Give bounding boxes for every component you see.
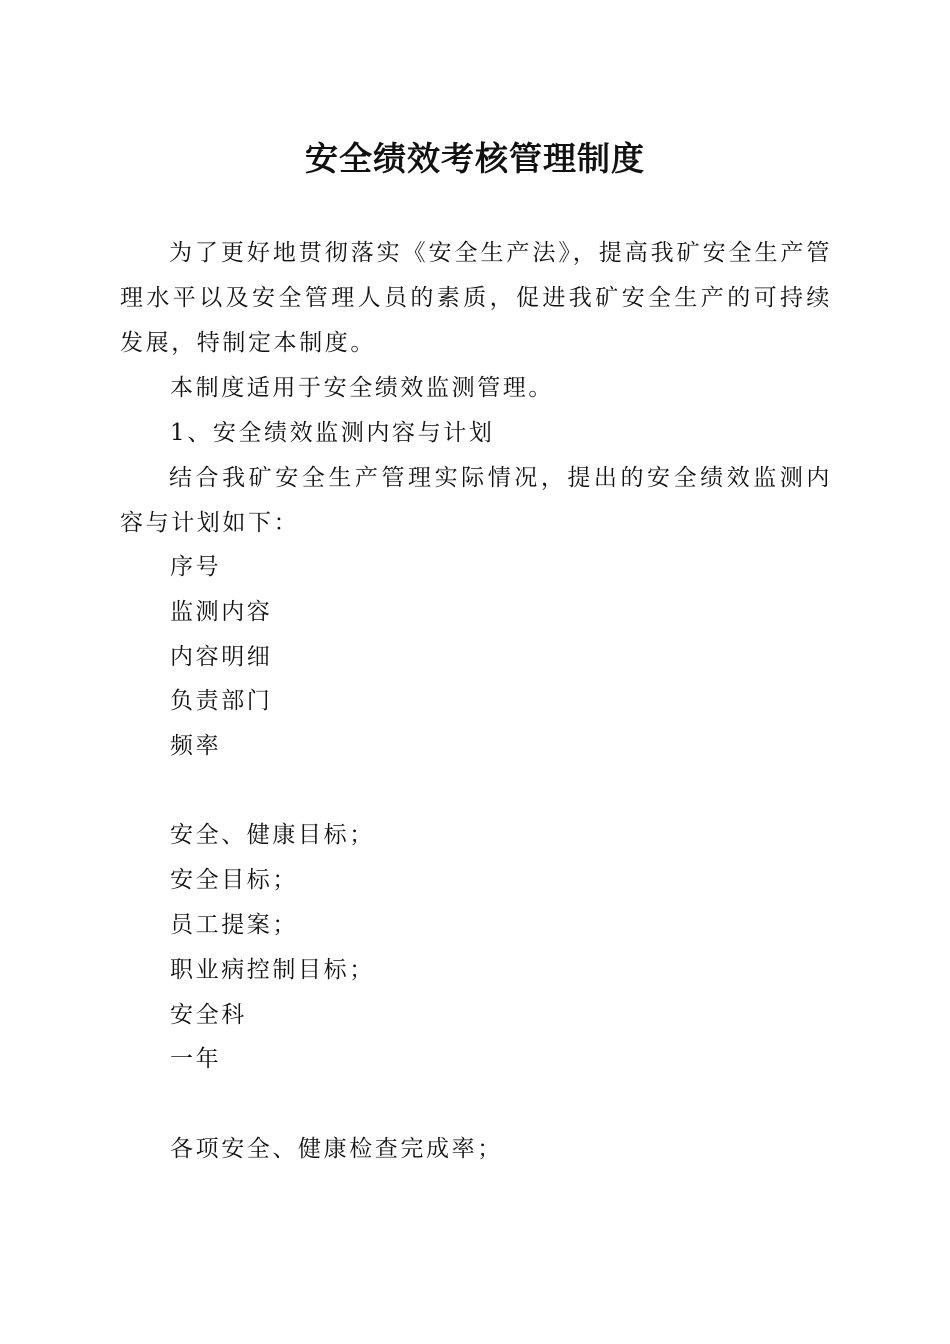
intro-paragraph: 为了更好地贯彻落实《安全生产法》，提高我矿安全生产管理水平以及安全管理人员的素质，促进我矿安全生产的可持续发展，特制定本制度。 <box>120 240 832 356</box>
table-header-frequency: 频率 <box>170 733 222 759</box>
table-cell-item: 安全、健康目标； <box>170 822 375 848</box>
table-cell-frequency: 一年 <box>170 1046 222 1072</box>
table-cell-item: 各项安全、健康检查完成率； <box>170 1136 503 1162</box>
table-cell-department: 安全科 <box>170 1002 247 1028</box>
table-cell-item: 安全目标； <box>170 867 298 893</box>
table-header-detail: 内容明细 <box>170 644 273 670</box>
section-heading: 1、安全绩效监测内容与计划 <box>170 420 495 446</box>
section-paragraph: 结合我矿安全生产管理实际情况，提出的安全绩效监测内容与计划如下： <box>120 465 832 536</box>
document-title: 安全绩效考核管理制度 <box>305 139 645 178</box>
scope-paragraph: 本制度适用于安全绩效监测管理。 <box>170 375 554 401</box>
table-header-department: 负责部门 <box>170 688 273 714</box>
table-cell-item: 员工提案； <box>170 912 298 938</box>
table-cell-item: 职业病控制目标； <box>170 957 375 983</box>
table-header-content: 监测内容 <box>170 599 273 625</box>
table-header-index: 序号 <box>170 554 222 580</box>
